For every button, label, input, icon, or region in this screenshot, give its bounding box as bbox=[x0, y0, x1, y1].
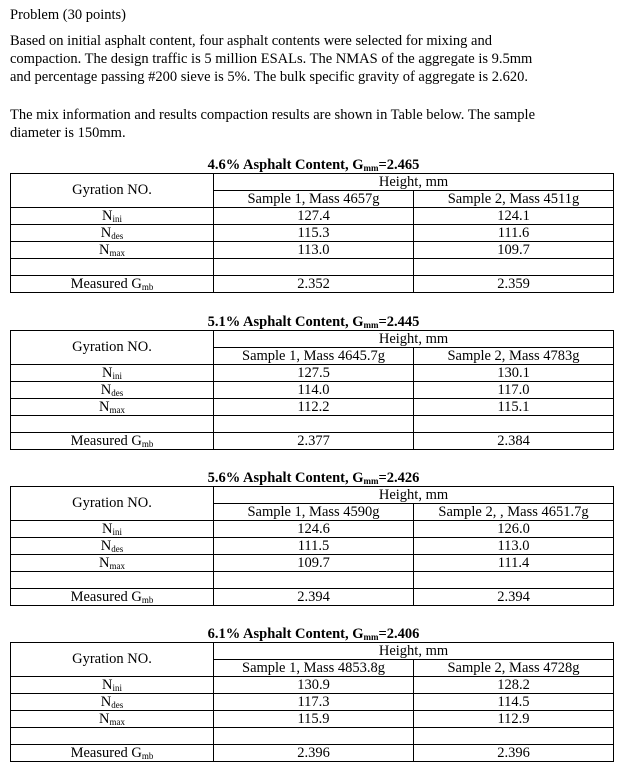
empty-cell bbox=[11, 416, 214, 433]
sample-1-n-des: 117.3 bbox=[214, 694, 414, 711]
sample-1-n-des: 111.5 bbox=[214, 538, 414, 555]
empty-cell bbox=[214, 259, 414, 276]
sample-1-gmb: 2.352 bbox=[214, 276, 414, 293]
asphalt-content-label: 6.1% Asphalt Content, bbox=[207, 626, 353, 642]
empty-cell bbox=[11, 572, 214, 589]
table-row-empty bbox=[11, 259, 614, 276]
sample-2-n-max: 115.1 bbox=[414, 399, 614, 416]
gyration-header: Gyration NO. bbox=[11, 331, 214, 365]
sample-1-header: Sample 1, Mass 4590g bbox=[214, 504, 414, 521]
table-row bbox=[11, 382, 614, 399]
height-header: Height, mm bbox=[214, 331, 614, 348]
table-row bbox=[11, 365, 614, 382]
gmm-symbol: G bbox=[352, 626, 364, 642]
measured-gmb-label: Measured $G_{mb}$ bbox=[11, 745, 214, 762]
table-intro bbox=[10, 106, 620, 142]
table-row-empty bbox=[11, 728, 614, 745]
table-row bbox=[11, 521, 614, 538]
problem-heading: Problem (30 points) bbox=[10, 7, 126, 23]
mix-table bbox=[10, 486, 614, 606]
sample-2-n-des: 114.5 bbox=[414, 694, 614, 711]
empty-cell bbox=[11, 728, 214, 745]
mix-table bbox=[10, 330, 614, 450]
n-max-label: $N_{max}$ bbox=[11, 399, 214, 416]
sample-2-n-ini: 128.2 bbox=[414, 677, 614, 694]
n-ini-label: $N_{ini}$ bbox=[11, 365, 214, 382]
n-ini-label: $N_{ini}$ bbox=[11, 521, 214, 538]
sample-2-gmb: 2.384 bbox=[414, 433, 614, 450]
table-row bbox=[11, 555, 614, 572]
sample-2-n-ini: 126.0 bbox=[414, 521, 614, 538]
statement-line: compaction. The design traffic is 5 million ESALs. The NMAS of the aggregate is 9.5mm bbox=[10, 51, 533, 67]
gmm-value: =2.445 bbox=[378, 314, 420, 330]
height-header: Height, mm bbox=[214, 174, 614, 191]
sample-2-n-des: 117.0 bbox=[414, 382, 614, 399]
sample-1-n-ini: 127.5 bbox=[214, 365, 414, 382]
asphalt-content-label: 5.6% Asphalt Content, bbox=[207, 470, 353, 486]
gmm-subscript: mm bbox=[363, 632, 379, 642]
sample-2-header: Sample 2, Mass 4783g bbox=[414, 348, 614, 365]
gmm-subscript: mm bbox=[363, 163, 379, 173]
sample-2-header: Sample 2, Mass 4511g bbox=[414, 191, 614, 208]
empty-cell bbox=[214, 416, 414, 433]
empty-cell bbox=[414, 259, 614, 276]
table-row bbox=[11, 745, 614, 762]
sample-1-n-ini: 124.6 bbox=[214, 521, 414, 538]
gmm-subscript: mm bbox=[363, 476, 379, 486]
gmm-subscript: mm bbox=[363, 320, 379, 330]
sample-1-n-ini: 127.4 bbox=[214, 208, 414, 225]
sample-2-n-ini: 130.1 bbox=[414, 365, 614, 382]
intro-line: The mix information and results compaction results are shown in Table below. The sample bbox=[10, 107, 536, 123]
statement-line: and percentage passing #200 sieve is 5%. The bulk specific gravity of aggregate is 2.620. bbox=[10, 69, 528, 85]
sample-1-gmb: 2.377 bbox=[214, 433, 414, 450]
table-row-empty bbox=[11, 416, 614, 433]
measured-gmb-label: Measured $G_{mb}$ bbox=[11, 276, 214, 293]
sample-1-n-max: 112.2 bbox=[214, 399, 414, 416]
gmm-symbol: G bbox=[352, 314, 364, 330]
table-row bbox=[11, 711, 614, 728]
sample-1-gmb: 2.396 bbox=[214, 745, 414, 762]
gmm-value: =2.406 bbox=[378, 626, 420, 642]
sample-2-n-max: 109.7 bbox=[414, 242, 614, 259]
table-title bbox=[0, 157, 627, 173]
n-ini-label: $N_{ini}$ bbox=[11, 208, 214, 225]
measured-gmb-label: Measured $G_{mb}$ bbox=[11, 433, 214, 450]
gyration-header: Gyration NO. bbox=[11, 174, 214, 208]
gmm-value: =2.465 bbox=[378, 157, 420, 173]
sample-2-header: Sample 2, Mass 4728g bbox=[414, 660, 614, 677]
table-row bbox=[11, 694, 614, 711]
sample-2-n-des: 113.0 bbox=[414, 538, 614, 555]
sample-1-n-max: 113.0 bbox=[214, 242, 414, 259]
table-title bbox=[0, 626, 627, 642]
n-max-label: $N_{max}$ bbox=[11, 555, 214, 572]
sample-1-header: Sample 1, Mass 4645.7g bbox=[214, 348, 414, 365]
empty-cell bbox=[414, 572, 614, 589]
height-header: Height, mm bbox=[214, 487, 614, 504]
sample-2-gmb: 2.359 bbox=[414, 276, 614, 293]
empty-cell bbox=[214, 728, 414, 745]
sample-2-gmb: 2.394 bbox=[414, 589, 614, 606]
n-des-label: $N_{des}$ bbox=[11, 538, 214, 555]
table-row bbox=[11, 433, 614, 450]
table-row bbox=[11, 589, 614, 606]
empty-cell bbox=[414, 416, 614, 433]
empty-cell bbox=[414, 728, 614, 745]
table-title bbox=[0, 314, 627, 330]
sample-1-n-max: 115.9 bbox=[214, 711, 414, 728]
gyration-header: Gyration NO. bbox=[11, 487, 214, 521]
gyration-header: Gyration NO. bbox=[11, 643, 214, 677]
statement-line: Based on initial asphalt content, four asphalt contents were selected for mixing and bbox=[10, 33, 492, 49]
table-row bbox=[11, 677, 614, 694]
gmm-value: =2.426 bbox=[378, 470, 420, 486]
n-des-label: $N_{des}$ bbox=[11, 382, 214, 399]
table-row bbox=[11, 208, 614, 225]
sample-2-n-max: 111.4 bbox=[414, 555, 614, 572]
empty-cell bbox=[11, 259, 214, 276]
sample-1-header: Sample 1, Mass 4657g bbox=[214, 191, 414, 208]
sample-1-n-max: 109.7 bbox=[214, 555, 414, 572]
height-header: Height, mm bbox=[214, 643, 614, 660]
n-max-label: $N_{max}$ bbox=[11, 242, 214, 259]
table-title bbox=[0, 470, 627, 486]
table-row-empty bbox=[11, 572, 614, 589]
sample-2-n-max: 112.9 bbox=[414, 711, 614, 728]
sample-2-n-des: 111.6 bbox=[414, 225, 614, 242]
sample-1-gmb: 2.394 bbox=[214, 589, 414, 606]
n-max-label: $N_{max}$ bbox=[11, 711, 214, 728]
table-row bbox=[11, 225, 614, 242]
sample-1-n-ini: 130.9 bbox=[214, 677, 414, 694]
asphalt-content-label: 4.6% Asphalt Content, bbox=[207, 157, 353, 173]
table-row bbox=[11, 399, 614, 416]
n-des-label: $N_{des}$ bbox=[11, 225, 214, 242]
sample-2-header: Sample 2, , Mass 4651.7g bbox=[414, 504, 614, 521]
table-row bbox=[11, 538, 614, 555]
measured-gmb-label: Measured $G_{mb}$ bbox=[11, 589, 214, 606]
sample-2-gmb: 2.396 bbox=[414, 745, 614, 762]
table-row bbox=[11, 276, 614, 293]
mix-table bbox=[10, 173, 614, 293]
sample-1-n-des: 115.3 bbox=[214, 225, 414, 242]
gmm-symbol: G bbox=[352, 470, 364, 486]
asphalt-content-label: 5.1% Asphalt Content, bbox=[207, 314, 353, 330]
intro-line: diameter is 150mm. bbox=[10, 125, 126, 141]
n-des-label: $N_{des}$ bbox=[11, 694, 214, 711]
n-ini-label: $N_{ini}$ bbox=[11, 677, 214, 694]
sample-1-n-des: 114.0 bbox=[214, 382, 414, 399]
mix-table bbox=[10, 642, 614, 762]
table-row bbox=[11, 242, 614, 259]
sample-2-n-ini: 124.1 bbox=[414, 208, 614, 225]
gmm-symbol: G bbox=[352, 157, 364, 173]
empty-cell bbox=[214, 572, 414, 589]
problem-statement bbox=[10, 32, 620, 86]
sample-1-header: Sample 1, Mass 4853.8g bbox=[214, 660, 414, 677]
